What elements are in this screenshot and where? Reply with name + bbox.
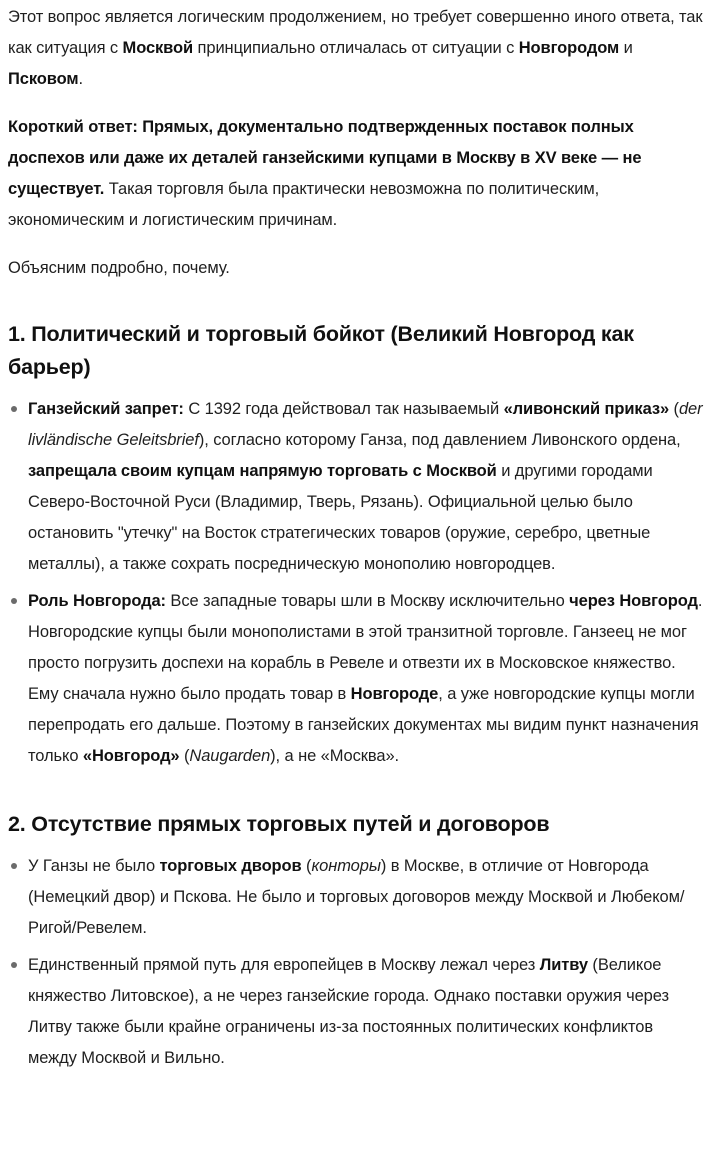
item-text: С 1392 года действовал так называемый (183, 400, 504, 418)
explain-paragraph: Объясним подробно, почему. (8, 259, 230, 277)
list-item (8, 851, 706, 944)
item-bold: «ливонский приказ» (503, 400, 670, 418)
item-lead: Ганзейский запрет: (28, 400, 184, 418)
item-text: ) в Москве, в отличие от Новгорода (Немецкий двор) и Пскова. Не было и торговых договоров между Москвой и Любеком/Ригой/Ревелем. (28, 857, 685, 937)
bullet-icon (11, 406, 17, 412)
item-text: , а уже новгородские купцы могли перепродать его дальше. Поэтому в ганзейских документах мы видим пункт назначения только (28, 685, 699, 765)
novgorod-bold: Новгородом (518, 39, 620, 57)
item-bold: торговых дворов (159, 857, 302, 875)
bullet-icon (11, 863, 17, 869)
short-answer-paragraph (8, 112, 706, 236)
item-lead: Роль Новгорода: (28, 592, 166, 610)
intro-text: Этот вопрос является логическим продолжением, но требует совершенно иного ответа, так как ситуация с (8, 8, 703, 57)
item-italic: конторы (311, 857, 381, 875)
item-text: . Новгородские купцы были монополистами в этой транзитной торговле. Ганзеец не мог просто погрузить доспехи на корабль в Ревеле и отвезти их в Московское княжество. Ему сначала нужно было продать товар в (28, 592, 703, 703)
item-italic: Naugarden (189, 747, 271, 765)
intro-text-2: принципиально отличалась от ситуации с (193, 39, 519, 57)
item-text: ( (179, 747, 190, 765)
item-text: ( (301, 857, 312, 875)
section-1-heading: 1. Политический и торговый бойкот (Великий Новгород как барьер) (8, 322, 634, 379)
item-italic: der livländische Geleitsbrief (28, 400, 703, 449)
item-text: (Великое княжество Литовское), а не через ганзейские города. Однако поставки оружия через Литву также были крайне ограничены из-за постоянных политических конфликтов между Москвой и Вильно. (28, 956, 669, 1067)
moscow-bold: Москвой (122, 39, 194, 57)
short-answer-bold: Короткий ответ: Прямых, документально подтвержденных поставок полных доспехов или даже их деталей ганзейскими купцами в Москву в XV веке — не существует. (8, 118, 642, 198)
item-bold: запрещала своим купцам напрямую торговать с Москвой (28, 462, 497, 480)
item-text: У Ганзы не было (28, 857, 160, 875)
item-text: ), согласно которому Ганза, под давлением Ливонского ордена, (198, 431, 681, 449)
item-text: ( (669, 400, 679, 418)
intro-paragraph (8, 2, 706, 95)
item-text: ), а не «Москва». (270, 747, 400, 765)
section-2-list (8, 851, 706, 1074)
list-item (8, 586, 706, 772)
short-answer-text: Такая торговля была практически невозможна по политическим, экономическим и логистическим причинам. (8, 180, 600, 229)
item-text: Единственный прямой путь для европейцев в Москву лежал через (28, 956, 540, 974)
intro-text-4: . (78, 70, 83, 88)
section-2-heading: 2. Отсутствие прямых торговых путей и договоров (8, 812, 550, 836)
item-bold: Новгороде (350, 685, 439, 703)
section-1-list (8, 394, 706, 772)
list-item (8, 950, 706, 1074)
item-bold: «Новгород» (82, 747, 180, 765)
item-bold: через Новгород (569, 592, 698, 610)
list-item (8, 394, 706, 580)
intro-text-3: и (619, 39, 633, 57)
item-text: и другими городами Северо-Восточной Руси (Владимир, Тверь, Рязань). Официальной целью было остановить "утечку" на Восток стратегических товаров (оружие, серебро, цветные металлы), а также сохрать посредническую монополию новгородцев. (28, 462, 653, 573)
pskov-bold: Псковом (8, 70, 79, 88)
bullet-icon (11, 598, 17, 604)
bullet-icon (11, 962, 17, 968)
item-text: Все западные товары шли в Москву исключительно (165, 592, 570, 610)
item-bold: Литву (539, 956, 588, 974)
